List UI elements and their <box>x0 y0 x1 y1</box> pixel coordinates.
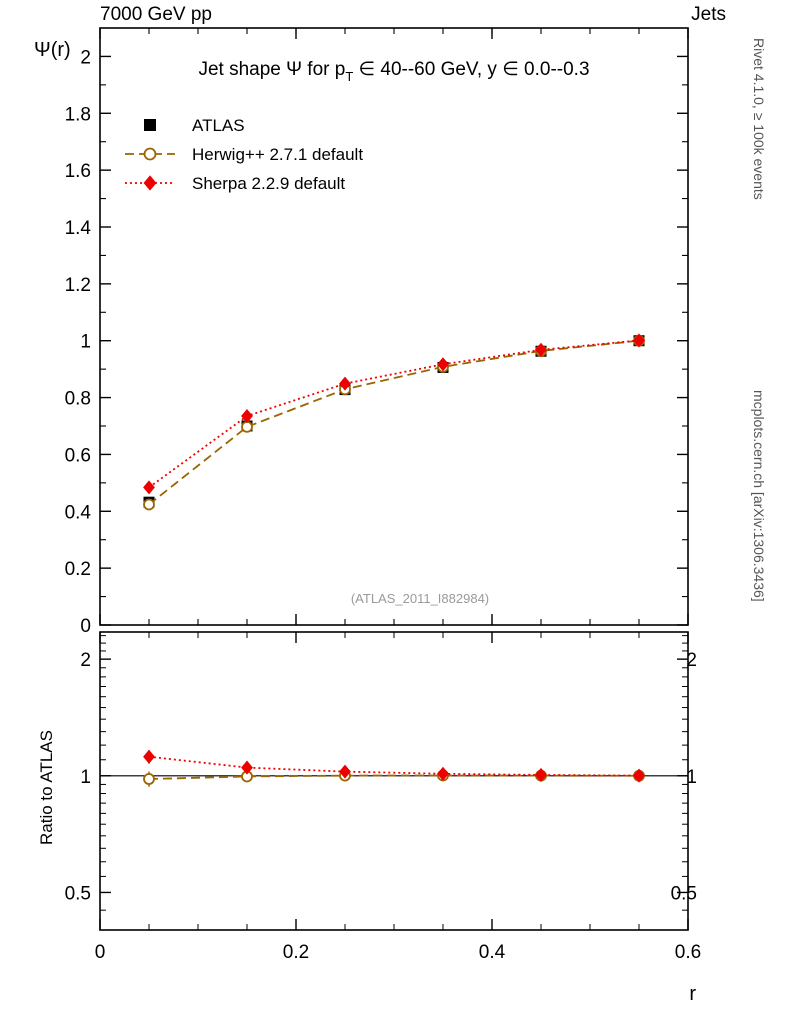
y-tick-label: 0.8 <box>64 388 91 410</box>
analysis-watermark: (ATLAS_2011_I882984) <box>350 591 490 606</box>
y-axis-label: Ψ(r) <box>34 39 71 61</box>
legend-entry[interactable] <box>125 174 345 193</box>
ratio-y-tick-label-right: 2 <box>686 650 697 672</box>
ratio-series-sherpa-2-2-9-default <box>144 750 645 782</box>
data-point <box>242 410 253 423</box>
y-tick-label: 1.2 <box>64 274 91 296</box>
legend-marker <box>144 176 156 190</box>
x-tick-label: 0.2 <box>282 942 310 963</box>
data-point <box>242 422 252 432</box>
data-point <box>144 499 154 509</box>
plot-title: Jet shape Ψ for $p_T$ ∈ 40--60 GeV, y ∈ 0.0--0.3 <box>198 59 590 84</box>
ratio-y-tick-label-right: 0.5 <box>670 883 697 905</box>
legend-label: Sherpa 2.2.9 default <box>192 174 346 193</box>
header-analysis-label: Jets <box>691 4 726 25</box>
ratio-series-line <box>149 757 639 776</box>
ratio-y-tick-label: 2 <box>80 650 91 672</box>
ratio-y-axis-label: Ratio to ATLAS <box>37 730 56 845</box>
y-tick-label: 0.2 <box>64 559 91 581</box>
series-line <box>149 341 639 505</box>
legend-entry[interactable] <box>125 145 363 164</box>
y-tick-label: 1 <box>80 331 91 353</box>
y-tick-label: 1.6 <box>64 161 91 183</box>
side-label-mcplots: mcplots.cern.ch [arXiv:1306.3436] <box>751 390 767 602</box>
ratio-y-tick-label-right: 1 <box>686 766 697 788</box>
ratio-data-point <box>144 774 154 784</box>
legend-label: Herwig++ 2.7.1 default <box>192 145 364 164</box>
side-label-rivet: Rivet 4.1.0, ≥ 100k events <box>751 38 767 200</box>
y-tick-label: 0.4 <box>64 502 91 524</box>
ratio-data-point <box>144 750 155 763</box>
x-axis-label: r <box>689 983 696 1005</box>
y-tick-label: 2 <box>80 47 91 69</box>
x-tick-label: 0.4 <box>478 942 506 963</box>
legend-entry[interactable] <box>145 116 245 135</box>
data-point <box>144 481 155 494</box>
y-tick-label: 1.4 <box>64 218 91 239</box>
series-sherpa-2-2-9-default <box>144 334 645 493</box>
main-plot-frame <box>100 28 688 625</box>
ratio-y-tick-label: 0.5 <box>64 883 91 905</box>
legend-marker <box>145 149 156 160</box>
y-tick-label: 0.6 <box>64 445 91 467</box>
x-tick-label: 0 <box>94 942 106 963</box>
series-herwig-2-7-1-default <box>144 336 644 510</box>
y-tick-label: 0 <box>80 616 91 637</box>
legend-marker <box>145 120 156 131</box>
legend-label: ATLAS <box>192 116 245 135</box>
ratio-plot-frame <box>100 632 688 930</box>
y-tick-label: 1.8 <box>64 104 91 126</box>
series-atlas <box>144 336 644 508</box>
header-beam-label: 7000 GeV pp <box>100 4 212 25</box>
series-line <box>149 340 639 487</box>
x-tick-label: 0.6 <box>674 942 702 963</box>
ratio-y-tick-label: 1 <box>80 766 91 788</box>
